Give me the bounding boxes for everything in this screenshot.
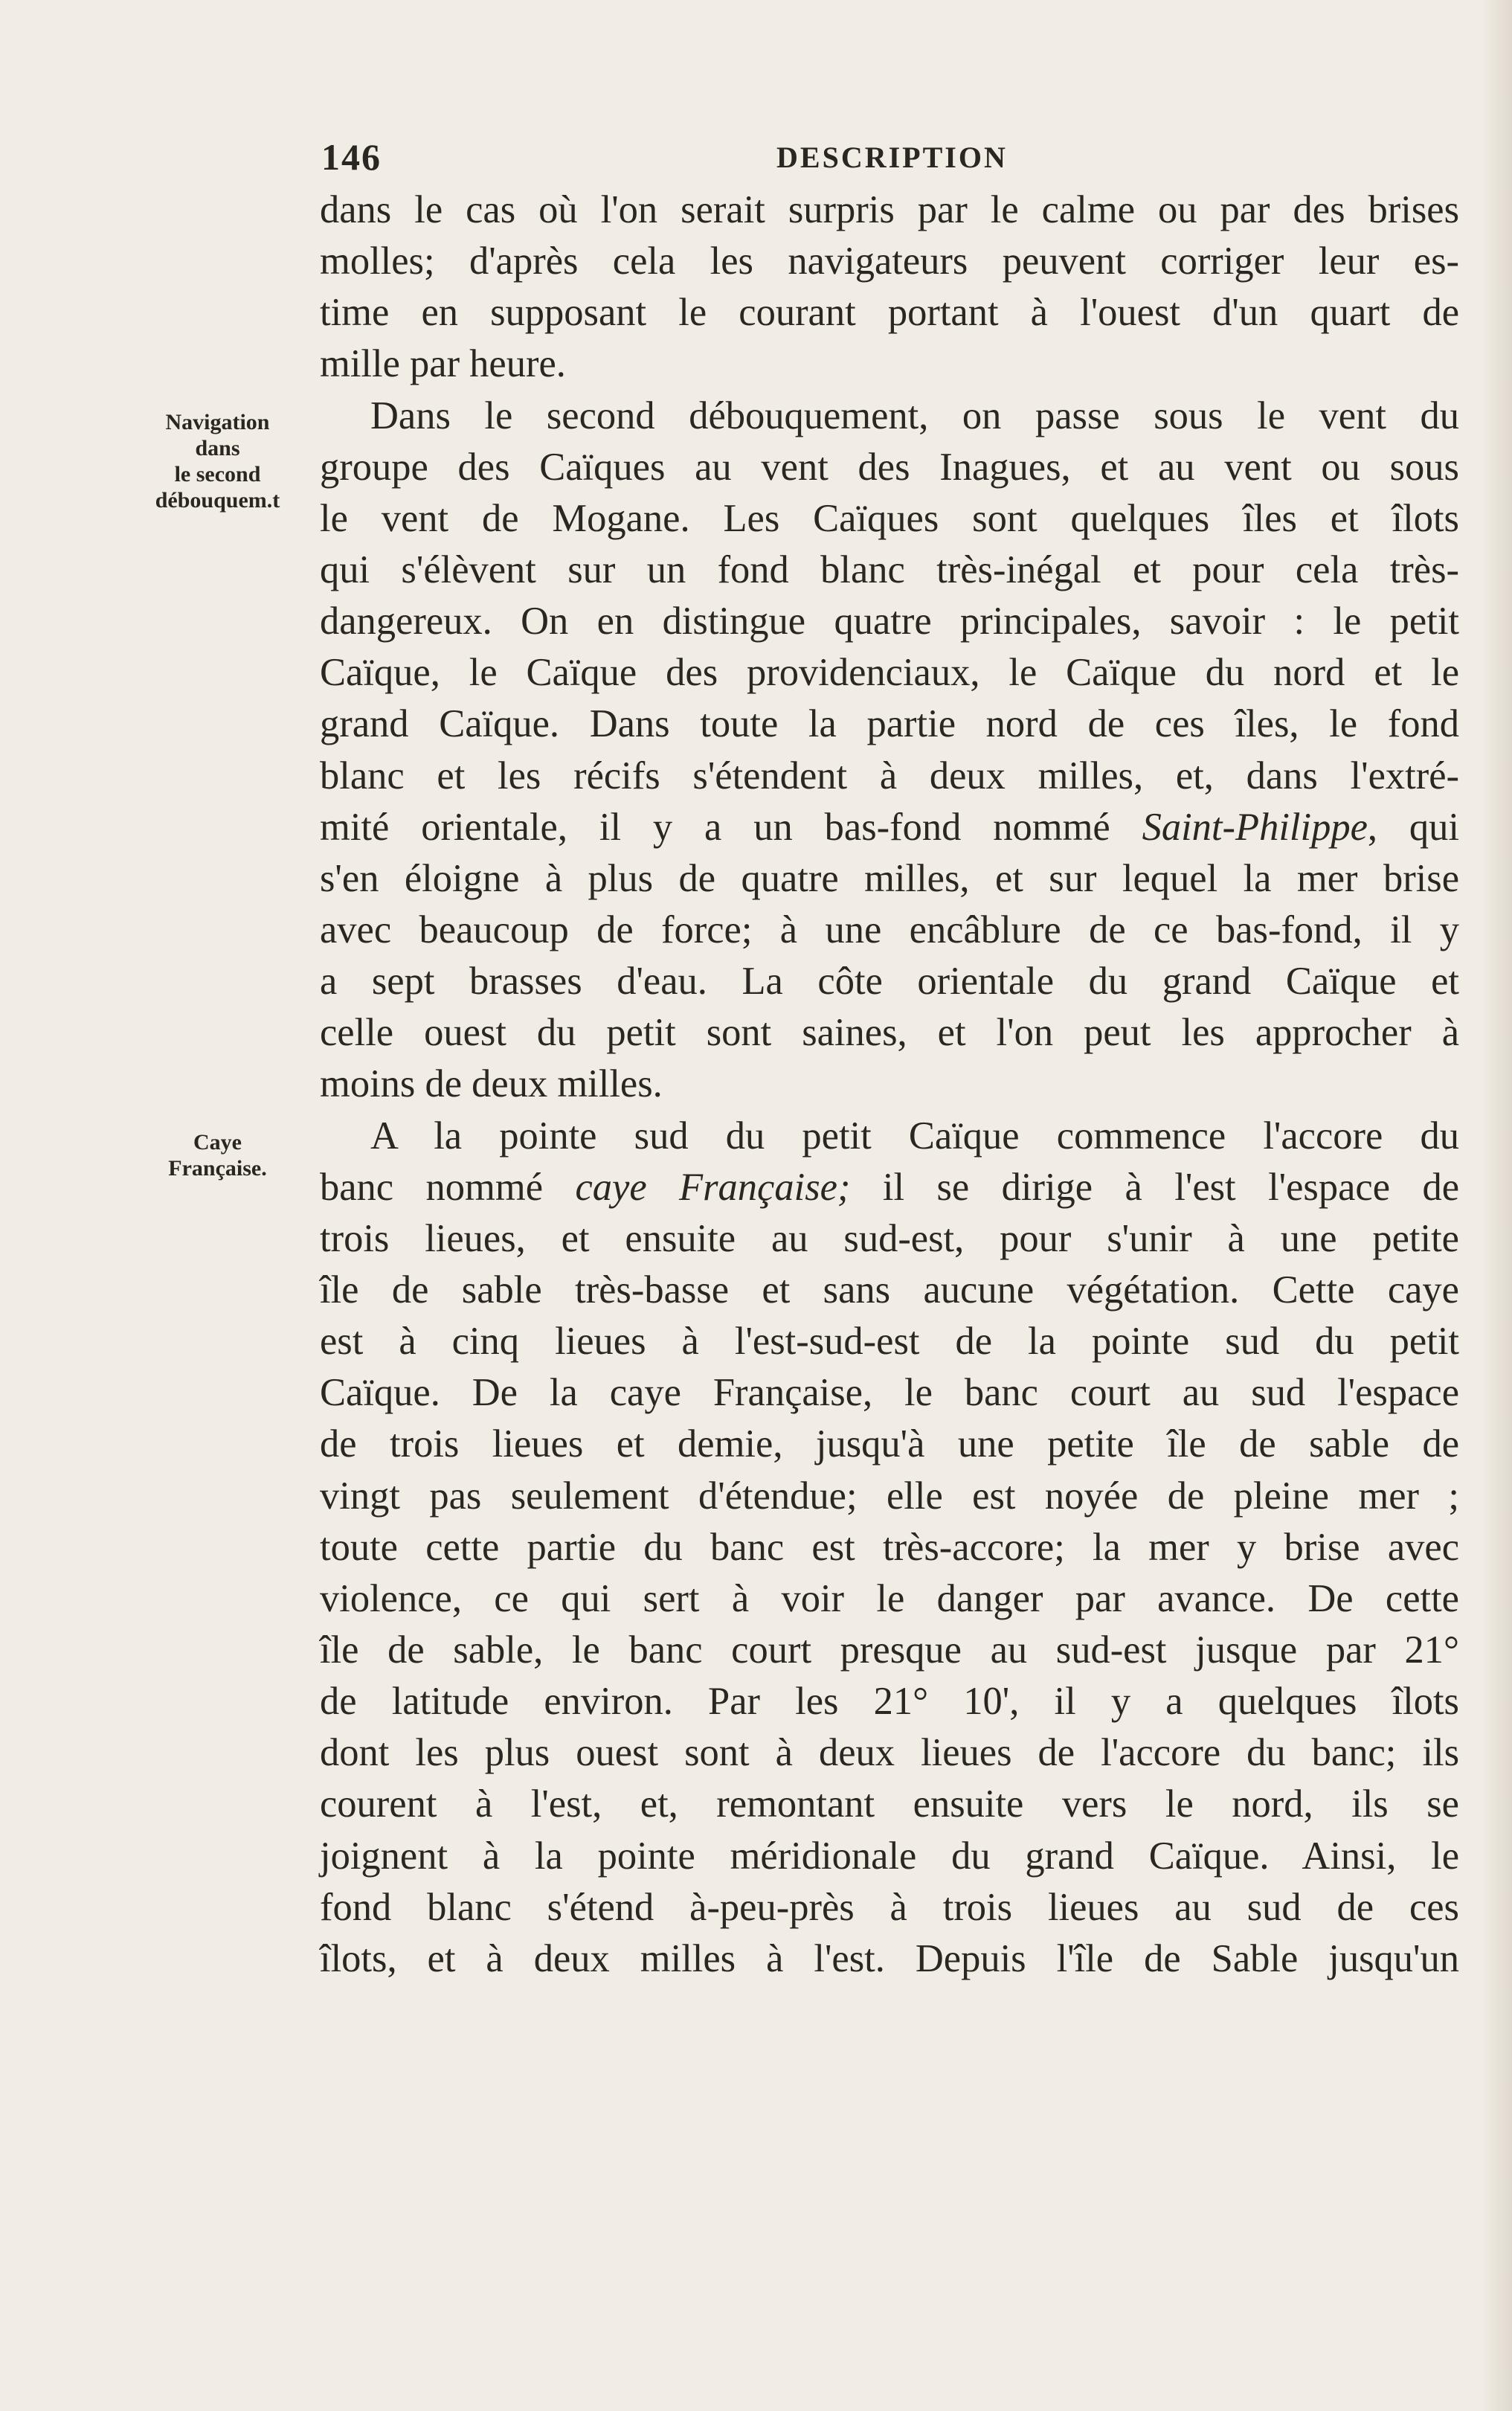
- place-name-italic: caye Française;: [575, 1165, 851, 1209]
- text-line: grand Caïque. Dans toute la partie nord de ces îles, le fond: [320, 702, 1459, 746]
- margin-note-line: le second: [174, 462, 261, 487]
- text-line: courent à l'est, et, remontant ensuite vers le nord, ils se: [320, 1782, 1459, 1826]
- text-line: île de sable, le banc court presque au sud-est jusque par 21°: [320, 1628, 1459, 1672]
- page-edge-shadow: [1482, 0, 1512, 2411]
- text-line: moins de deux milles.: [320, 1062, 663, 1106]
- text-line: îlots, et à deux milles à l'est. Depuis l'île de Sable jusqu'un: [320, 1936, 1459, 1980]
- text-line: s'en éloigne à plus de quatre milles, et sur lequel la mer brise: [320, 856, 1459, 900]
- text-line: blanc et les récifs s'étendent à deux milles, et, dans l'extré-: [320, 754, 1459, 797]
- body-text: [320, 184, 1459, 1985]
- text-line: [320, 1162, 1459, 1213]
- text-line: dans le cas où l'on serait surpris par le calme ou par des brises: [320, 188, 1459, 231]
- margin-note-line: débouquem.t: [155, 488, 280, 513]
- text-line: Caïque, le Caïque des providenciaux, le Caïque du nord et le: [320, 651, 1459, 695]
- text-line: celle ouest du petit sont saines, et l'on peut les approcher à: [320, 1011, 1459, 1055]
- text-line: qui s'élèvent sur un fond blanc très-inégal et pour cela très-: [320, 548, 1459, 591]
- text-segment: il se dirige à l'est l'espace de: [850, 1165, 1459, 1209]
- text-line: violence, ce qui sert à voir le danger par avance. De cette: [320, 1576, 1459, 1620]
- text-line: vingt pas seulement d'étendue; elle est noyée de pleine mer ;: [320, 1474, 1459, 1518]
- text-line: Caïque. De la caye Française, le banc court au sud l'espace: [320, 1371, 1459, 1415]
- text-line: A la pointe sud du petit Caïque commence l'accore du: [370, 1114, 1459, 1158]
- text-line: groupe des Caïques au vent des Inagues, et au vent ou sous: [320, 445, 1459, 489]
- text-line: a sept brasses d'eau. La côte orientale du grand Caïque et: [320, 960, 1459, 1004]
- margin-note-line: Navigation: [165, 410, 270, 434]
- text-line: Dans le second débouquement, on passe sous le vent du: [370, 394, 1459, 437]
- text-line: [320, 802, 1459, 853]
- text-line: joignent à la pointe méridionale du grand Caïque. Ainsi, le: [320, 1834, 1459, 1878]
- margin-note-line: dans: [195, 436, 240, 460]
- margin-note-caye-francaise: [134, 1129, 301, 1181]
- text-segment: , qui: [1367, 805, 1459, 849]
- text-line: molles; d'après cela les navigateurs peuvent corriger leur es-: [320, 240, 1459, 283]
- margin-note-navigation: [134, 409, 301, 513]
- text-segment: banc nommé: [320, 1165, 544, 1209]
- text-line: dont les plus ouest sont à deux lieues de l'accore du banc; ils: [320, 1731, 1459, 1775]
- running-title: DESCRIPTION: [776, 141, 1008, 174]
- text-line: le vent de Mogane. Les Caïques sont quelques îles et îlots: [320, 496, 1459, 540]
- text-line: trois lieues, et ensuite au sud-est, pour s'unir à une petite: [320, 1216, 1459, 1260]
- text-line: île de sable très-basse et sans aucune végétation. Cette caye: [320, 1268, 1459, 1312]
- text-line: dangereux. On en distingue quatre principales, savoir : le petit: [320, 600, 1459, 643]
- text-line: est à cinq lieues à l'est-sud-est de la pointe sud du petit: [320, 1320, 1459, 1364]
- text-segment: mité orientale, il y a un bas-fond nommé: [320, 805, 1110, 849]
- place-name-italic: Saint-Philippe: [1142, 805, 1368, 849]
- text-line: toute cette partie du banc est très-accore; la mer y brise avec: [320, 1525, 1459, 1569]
- text-line: avec beaucoup de force; à une encâblure de ce bas-fond, il y: [320, 908, 1459, 951]
- text-line: de trois lieues et demie, jusqu'à une petite île de sable de: [320, 1422, 1459, 1466]
- text-line: fond blanc s'étend à-peu-près à trois lieues au sud de ces: [320, 1885, 1459, 1929]
- text-line: time en supposant le courant portant à l'ouest d'un quart de: [320, 291, 1459, 335]
- text-line: de latitude environ. Par les 21° 10', il y a quelques îlots: [320, 1680, 1459, 1724]
- text-line: mille par heure.: [320, 342, 566, 386]
- margin-note-line: Caye: [193, 1130, 242, 1155]
- page-header: [321, 135, 1459, 180]
- margin-note-line: Française.: [168, 1156, 267, 1181]
- page-number: 146: [321, 136, 382, 178]
